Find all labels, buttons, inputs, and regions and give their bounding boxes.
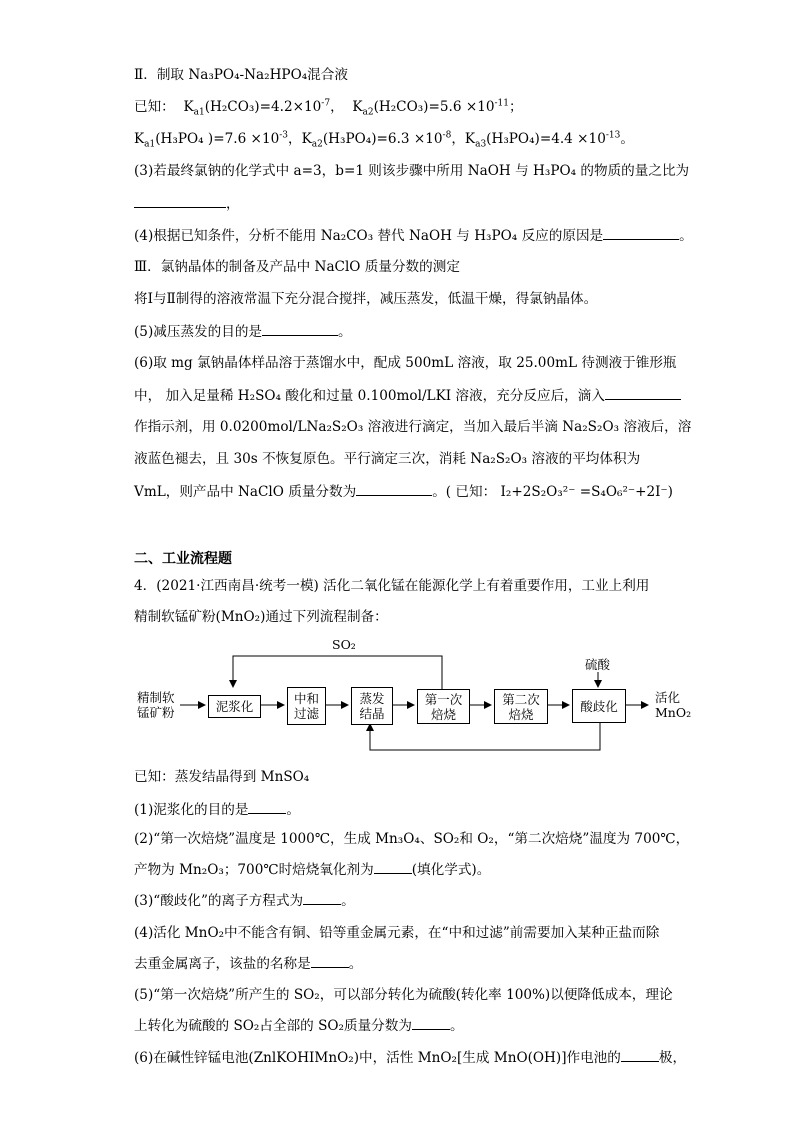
answer-blank[interactable] [605,386,681,400]
part3-question-6-line1: (6)取 mg 氯钠晶体样品溶于蒸馏水中，配成 500mL 溶液，取 25.00mL 待测液于锥形瓶 [134,355,677,371]
question-4-line1: (4)活化 MnO₂中不能含有铜、铅等重金属元素，在“中和过滤”前需要加入某种正盐而除 [134,925,660,941]
part2-question-3-answer: ， [134,194,240,213]
output-label: 活化 MnO₂ [655,690,692,720]
answer-blank[interactable] [262,322,338,336]
answer-blank[interactable] [374,860,412,874]
box-first-roast: 第一次 焙烧 [417,689,470,724]
box-evaporate-crystallize: 蒸发 结晶 [351,687,393,725]
known-h3po4-line: $K_{a1}(H_3PO_4$ )$=7.6 \times 10^{-3}$，$K_{a2}(H_3PO_4)=6.3 \times 10^{-8}$，$K_{a3}(H_3PO_4)=4.4 \times 10^{-13}$。 [134,130,634,150]
part3-title: Ⅲ．氯钠晶体的制备及产品中 NaClO 质量分数的测定 [134,259,460,275]
part2-question-4: (4)根据已知条件，分析不能用 Na₂CO₃ 替代 NaOH 与 H₃PO₄ 反应的原因是 。 [134,228,693,244]
part3-question-6-line2: 中， 加入足量稀 H₂SO₄ 酸化和过量 0.100mol/LKI 溶液，充分反应后，滴入 [134,386,681,405]
answer-blank[interactable] [248,800,286,814]
answer-blank[interactable] [412,1016,450,1030]
question-2-line1: (2)“第一次焙烧”温度是 1000℃，生成 Mn₃O₄、SO₂和 O₂，“第二次焙烧”温度为 700℃， [134,831,690,847]
sulfuric-acid-label: 硫酸 [585,657,611,672]
part2-question-3: (3)若最终氯钠的化学式中 a=3，b=1 则该步骤中所用 NaOH 与 H₃PO₄ 的物质的量之比为 [134,163,690,179]
known-h2co3-line: 已知： $K_{a1}(H_2CO_3)=4.2\times 10^{-7}$， $K_{a2}(H_2CO_3)=5.6 \times 10^{-11}$； [134,98,523,118]
box-acid-disproportionation: 酸歧化 [572,689,626,723]
part3-question-6-line4: 液蓝色褪去，且 30s 不恢复原色。平行滴定三次，消耗 Na₂S₂O₃ 溶液的平均体积为 [134,451,641,467]
section-title: 二、工业流程题 [134,551,232,567]
part2-title: Ⅱ．制取 Na₃PO₄-Na₂HPO₄混合液 [134,67,348,83]
question-3: (3)“酸歧化”的离子方程式为 。 [134,893,355,909]
known-mnso4: 已知：蒸发结晶得到 MnSO₄ [134,769,310,785]
problem-4-intro-2: 精制软锰矿粉(MnO₂)通过下列流程制备： [134,609,388,625]
question-1: (1)泥浆化的目的是 。 [134,802,301,818]
question-2-line2: 产物为 Mn₂O₃；700℃时焙烧氧化剂为 (填化学式)。 [134,862,491,878]
answer-blank[interactable] [311,954,349,968]
box-slurry: 泥浆化 [208,695,261,718]
part3-question-6-line5: VmL，则产品中 NaClO 质量分数为 。( 已知： I₂+2S₂O₃²⁻ =S₄O₆²⁻+2I⁻) [134,484,673,500]
input-label: 精制软 锰矿粉 [137,690,175,720]
part3-question-5: (5)减压蒸发的目的是 。 [134,324,352,340]
box-neutral-filter: 中和 过滤 [287,687,326,725]
answer-blank[interactable] [356,482,432,496]
box-second-roast: 第二次 焙烧 [494,689,548,724]
part3-question-6-line3: 作指示剂，用 0.0200mol/LNa₂S₂O₃ 溶液进行滴定，当加入最后半滴 Na₂S₂O₃ 溶液后，溶 [134,419,692,435]
question-4-line2: 去重金属离子，该盐的名称是 。 [134,956,363,972]
answer-blank[interactable] [621,1048,659,1062]
question-5-line1: (5)“第一次焙烧”所产生的 SO₂，可以部分转化为硫酸(转化率 100%)以便降低成本，理论 [134,987,673,1003]
so2-label: SO₂ [332,637,356,652]
answer-blank[interactable] [303,891,341,905]
part3-intro: 将Ⅰ与Ⅱ制得的溶液常温下充分混合搅拌，减压蒸发，低温干燥，得氯钠晶体。 [134,291,598,307]
answer-blank[interactable] [134,194,226,208]
problem-4-intro-1: 4．(2021·江西南昌·统考一模) 活化二氧化锰在能源化学上有着重要作用，工业上利用 [134,578,650,594]
question-6: (6)在碱性锌锰电池(ZnlKOHIMnO₂)中，活性 MnO₂[生成 MnO(OH)]作电池的 极， [134,1050,687,1066]
answer-blank[interactable] [603,226,679,240]
question-5-line2: 上转化为硫酸的 SO₂占全部的 SO₂质量分数为 。 [134,1018,464,1034]
